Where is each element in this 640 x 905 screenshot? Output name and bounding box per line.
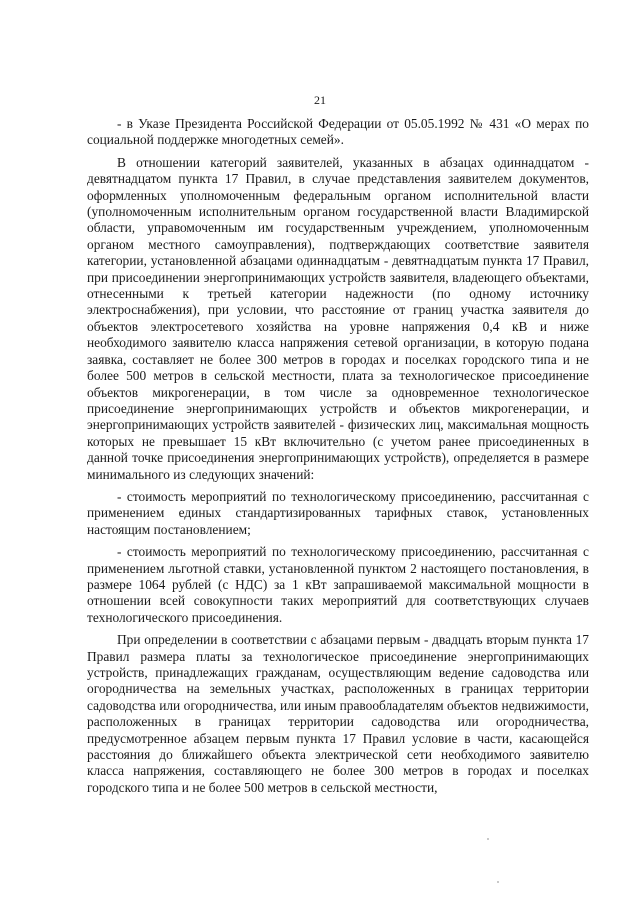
paragraph-gardening-plots: При определении в соответствии с абзацами первым - двадцать вторым пункта 17 Правил размера платы за технологическое присоединение энергопринимающих устройств, принадлежащих гражданам, осуществляющим ведение садоводства или огородничества на земельных участках, расположенных в границах территории садоводства или огородничества, или иным правообладателям объектов недвижимости, расположенных в границах территории садоводства или огородничества, предусмотренное абзацем первым пункта 17 Правил условие в части, касающейся расстояния до ближайшего объекта электрической сети необходимого заявителю класса напряжения, составляющего не более 300 метров в городах и поселках городского типа и не более 500 метров в сельской местности, xyxy=(87,632,589,795)
page-number: 21 xyxy=(314,93,326,107)
paragraph-applicant-categories: В отношении категорий заявителей, указанных в абзацах одиннадцатом - девятнадцатом пункта 17 Правил, в случае представления заявителем документов, оформленных уполномоченным федеральным органом исполнительной власти (уполномоченным исполнительным органом государственной власти Владимирской области, управомоченным им государственным учреждением, уполномоченным органом местного самоуправления), подтверждающих соответствие заявителя категории, установленной абзацами одиннадцатым - девятнадцатым пункта 17 Правил, при присоединении энергопринимающих устройств заявителя, владеющего объектами, отнесенными к третьей категории надежности (по одному источнику электроснабжения), при условии, что расстояние от границ участка заявителя до объектов электросетевого хозяйства на уровне напряжения 0,4 кВ и ниже необходимого заявителю класса напряжения сетевой организации, в которую подана заявка, составляет не более 300 метров в городах и поселках городского типа и не более 500 метров в сельской местности, плата за технологическое присоединение объектов микрогенерации, в том числе за одновременное технологическое присоединение энергопринимающих устройств и объектов микрогенерации, и энергопринимающих устройств заявителей - физических лиц, максимальная мощность которых не превышает 15 кВт включительно (с учетом ранее присоединенных в данной точке присоединения энергопринимающих устройств), определяется в размере минимального из следующих значений: xyxy=(87,154,589,482)
paragraph-preferential-rate: - стоимость мероприятий по технологическому присоединению, рассчитанная с применением льготной ставки, установленной пунктом 2 настоящего постановления, в размере 1064 рублей (с НДС) за 1 кВт запрашиваемой максимальной мощности в отношении всей совокупности таких мероприятий для соответствующих случаев технологического присоединения. xyxy=(87,544,589,625)
document-body xyxy=(87,116,589,796)
scan-speck xyxy=(487,838,489,840)
paragraph-standard-rates: - стоимость мероприятий по технологическому присоединению, рассчитанная с применением единых стандартизированных тарифных ставок, установленных настоящим постановлением; xyxy=(87,488,589,537)
paragraph-decree-reference: - в Указе Президента Российской Федерации от 05.05.1992 № 431 «О мерах по социальной поддержке многодетных семей». xyxy=(87,116,589,148)
scan-speck xyxy=(497,881,499,883)
